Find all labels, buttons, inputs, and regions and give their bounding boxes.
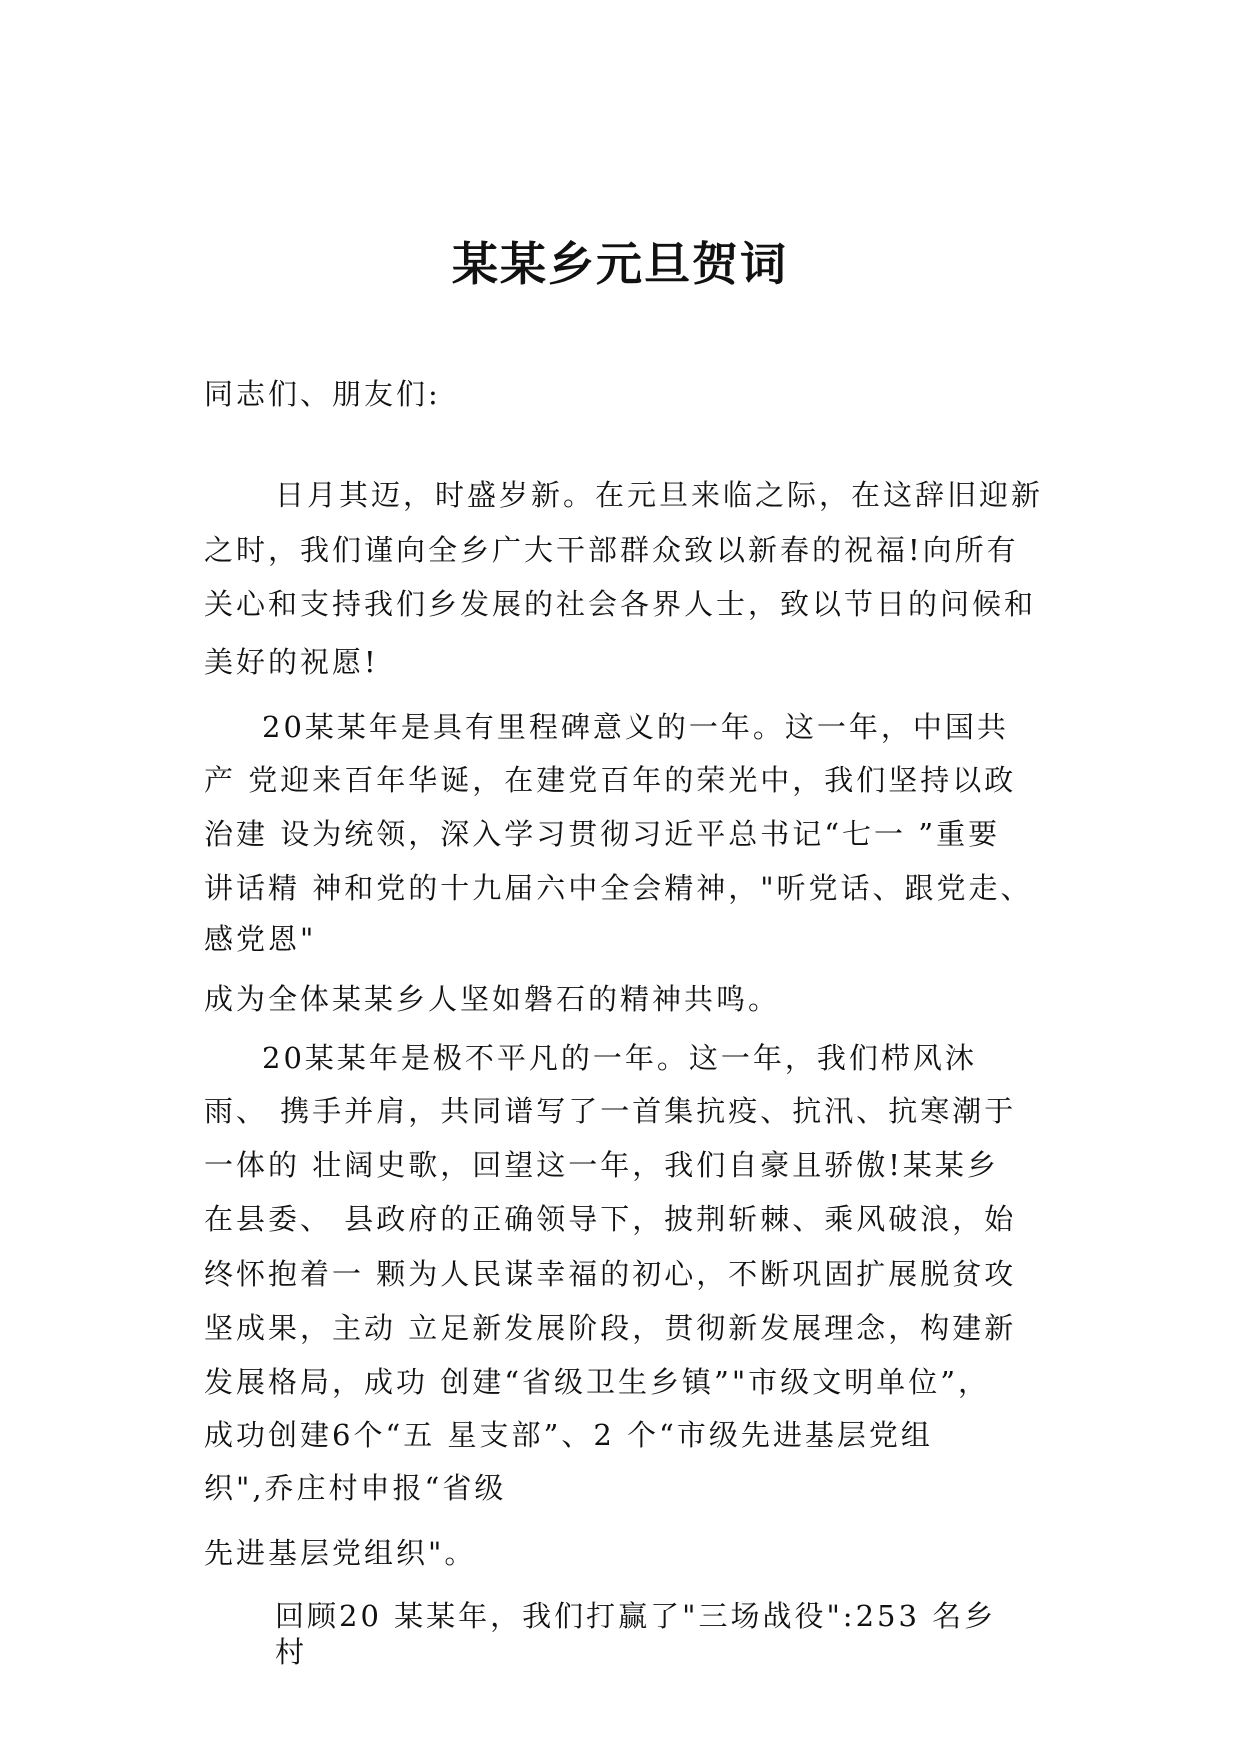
paragraph-1-line-1: 日月其迈，时盛岁新。在元旦来临之际，在这辞旧迎新 [275, 478, 1044, 512]
paragraph-2-line-4: 讲话精 神和党的十九届六中全会精神，"听党话、跟党走、 [204, 871, 1033, 905]
paragraph-3-line-1: 20某某年是极不平凡的一年。这一年，我们栉风沐 [262, 1041, 977, 1075]
paragraph-3-line-4: 在县委、 县政府的正确领导下，披荆斩棘、乘风破浪，始 [204, 1202, 1017, 1236]
paragraph-1-line-3: 关心和支持我们乡发展的社会各界人士，致以节日的问候和 [204, 587, 1037, 621]
paragraph-4-line-2: 村 [275, 1635, 308, 1669]
paragraph-2-line-3: 治建 设为统领，深入学习贯彻习近平总书记“七一 ”重要 [204, 817, 1001, 851]
paragraph-2-line-6: 成为全体某某乡人坚如磐石的精神共鸣。 [204, 982, 781, 1016]
paragraph-3-line-7: 发展格局，成功 创建“省级卫生乡镇”"市级文明单位”， [204, 1365, 991, 1399]
document-title: 某某乡元旦贺词 [452, 237, 788, 291]
paragraph-3-line-10: 先进基层党组织"。 [204, 1536, 477, 1570]
paragraph-3-line-8: 成功创建6个“五 星支部”、2 个“市级先进基层党组 [204, 1418, 933, 1452]
paragraph-4-line-1: 回顾20 某某年，我们打赢了"三场战役":253 名乡 [275, 1599, 997, 1633]
paragraph-3-line-9: 织",乔庄村申报“省级 [204, 1471, 507, 1505]
paragraph-3-line-6: 坚成果，主动 立足新发展阶段，贯彻新发展理念，构建新 [204, 1311, 1017, 1345]
salutation: 同志们、朋友们: [204, 377, 441, 411]
paragraph-2-line-2: 产 党迎来百年华诞，在建党百年的荣光中，我们坚持以政 [204, 763, 1017, 797]
paragraph-2-line-5: 感党恩" [204, 922, 317, 956]
paragraph-1-line-2: 之时，我们谨向全乡广大干部群众致以新春的祝福!向所有 [204, 533, 1019, 567]
paragraph-2-line-1: 20某某年是具有里程碑意义的一年。这一年，中国共 [262, 710, 1009, 744]
paragraph-3-line-3: 一体的 壮阔史歌，回望这一年，我们自豪且骄傲!某某乡 [204, 1148, 999, 1182]
paragraph-3-line-2: 雨、 携手并肩，共同谱写了一首集抗疫、抗汛、抗寒潮于 [204, 1094, 1017, 1128]
paragraph-1-line-4: 美好的祝愿! [204, 645, 379, 679]
paragraph-3-line-5: 终怀抱着一 颗为人民谋幸福的初心，不断巩固扩展脱贫攻 [204, 1257, 1017, 1291]
